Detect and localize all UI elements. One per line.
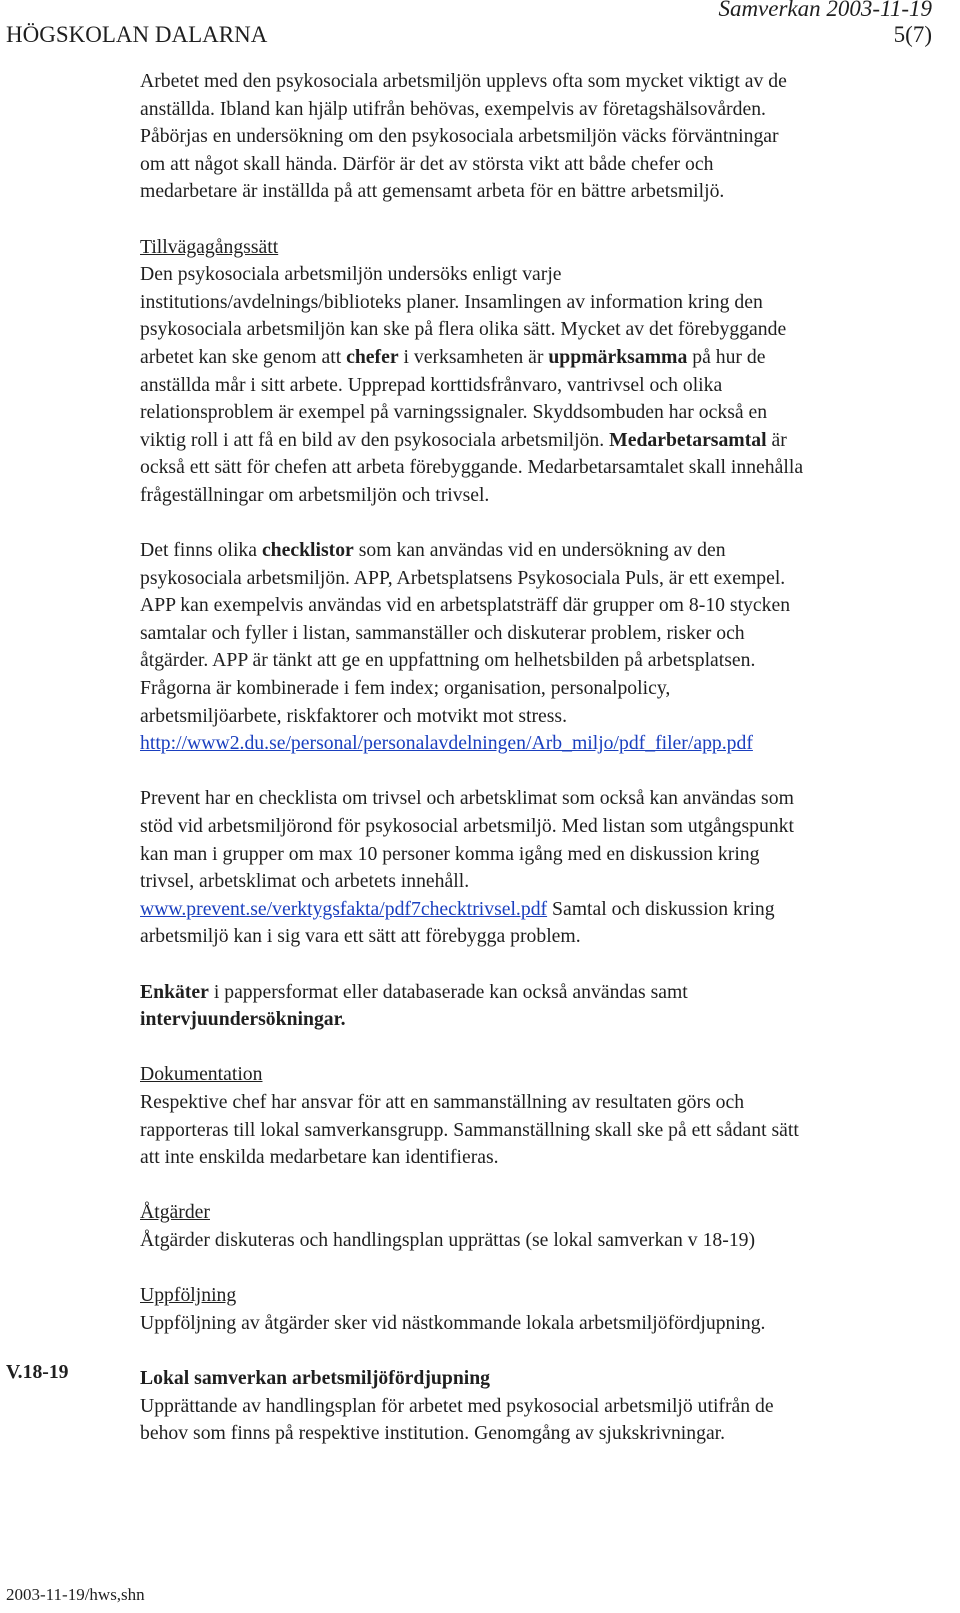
text-line: rapporteras till lokal samverkansgrupp. Sammanställning skall ske på ett sådant sätt — [140, 1118, 799, 1141]
bold-term: uppmärksamma — [548, 345, 688, 368]
bold-term: chefer — [346, 345, 399, 368]
enkater-paragraph — [140, 979, 960, 1034]
text-line: Frågorna är kombinerade i fem index; organisation, personalpolicy, — [140, 677, 671, 700]
text-line: frågeställningar om arbetsmiljön och trivsel. — [140, 483, 490, 506]
section-heading: Dokumentation — [140, 1063, 263, 1086]
text-line: stöd vid arbetsmiljörond för psykosocial arbetsmiljö. Med listan som utgångspunkt — [140, 815, 794, 838]
text-line: psykosociala arbetsmiljön. APP, Arbetsplatsens Psykosociala Puls, är ett exempel. — [140, 566, 786, 589]
intro-paragraph — [140, 68, 960, 206]
bold-term: checklistor — [261, 539, 354, 562]
section-tillvagagang — [140, 234, 960, 510]
section-uppfoljning — [140, 1282, 960, 1337]
section-heading: Uppföljning — [140, 1284, 237, 1307]
section-heading: Lokal samverkan arbetsmiljöfördjupning — [140, 1366, 491, 1389]
footer-text: 2003-11-19/hws,shn — [6, 1585, 145, 1604]
text-line: Åtgärder diskuteras och handlingsplan upprättas (se lokal samverkan v 18-19) — [140, 1228, 756, 1251]
text-line: institutions/avdelnings/biblioteks planer. Insamlingen av information kring den — [140, 290, 763, 313]
bold-term: Medarbetarsamtal — [609, 428, 767, 451]
text-line: samtalar och fyller i listan, sammanställer och diskuterar problem, risker och — [140, 621, 745, 644]
text-line: att inte enskilda medarbetare kan identifieras. — [140, 1146, 499, 1169]
prevent-paragraph — [140, 785, 960, 951]
text-line: APP kan exempelvis användas vid en arbetsplatsträff där grupper om 8-10 stycken — [140, 594, 791, 617]
text-line: Påbörjas en undersökning om den psykosociala arbetsmiljön väcks förväntningar — [140, 125, 779, 148]
text-line: Uppföljning av åtgärder sker vid nästkommande lokala arbetsmiljöfördjupning. — [140, 1311, 766, 1334]
section-dokumentation — [140, 1061, 960, 1171]
text-line: relationsproblem är exempel på varningssignaler. Skyddsombuden har också en — [140, 401, 768, 424]
text-line: arbetsmiljöarbete, riskfaktorer och motvikt mot stress. — [140, 704, 568, 727]
text-line: behov som finns på respektive institution. Genomgång av sjukskrivningar. — [140, 1422, 726, 1445]
text-line: psykosociala arbetsmiljön kan ske på flera olika sätt. Mycket av det förebyggande — [140, 318, 787, 341]
text-line: Arbetet med den psykosociala arbetsmiljön upplevs ofta som mycket viktigt av de — [140, 70, 787, 92]
header-organization: HÖGSKOLAN DALARNA — [6, 22, 268, 47]
text-line: trivsel, arbetsklimat och arbetets innehåll. — [140, 870, 470, 893]
text-line: arbetsmiljö kan i sig vara ett sätt att förebygga problem. — [140, 925, 581, 948]
text-line: Prevent har en checklista om trivsel och arbetsklimat som också kan användas som — [140, 787, 794, 810]
text-line: Respektive chef har ansvar för att en sammanställning av resultaten görs och — [140, 1090, 745, 1113]
text-line: också ett sätt för chefen att arbeta förebyggande. Medarbetarsamtalet skall innehålla — [140, 456, 804, 479]
text-line: Upprättande av handlingsplan för arbetet med psykosocial arbetsmiljö utifrån de — [140, 1394, 774, 1417]
text-line: medarbetare är inställda på att gemensamt arbeta för en bättre arbetsmiljö. — [140, 180, 725, 203]
checklistor-paragraph — [140, 537, 960, 758]
app-pdf-link[interactable]: http://www2.du.se/personal/personalavdelningen/Arb_miljo/pdf_filer/app.pdf — [140, 732, 753, 755]
text-line: anställda mår i sitt arbete. Upprepad korttidsfrånvaro, vantrivsel och olika — [140, 373, 723, 396]
section-heading: Åtgärder — [140, 1201, 210, 1224]
text-line: anställda. Ibland kan hjälp utifrån behövas, exempelvis av företagshälsovården. — [140, 97, 766, 120]
prevent-pdf-link[interactable]: www.prevent.se/verktygsfakta/pdf7checktrivsel.pdf — [140, 897, 548, 920]
text-line: Det finns olika checklistor som kan användas vid en undersökning av den — [140, 539, 726, 562]
text-line: www.prevent.se/verktygsfakta/pdf7checktrivsel.pdf Samtal och diskussion kring — [140, 897, 775, 920]
section-lokal-samverkan — [140, 1365, 960, 1448]
header-title: Samverkan 2003-11-19 — [718, 0, 932, 21]
section-heading: Tillvägagångssätt — [140, 235, 279, 258]
document-body — [140, 68, 960, 1448]
text-line: viktig roll i att få en bild av den psykosociala arbetsmiljön. Medarbetarsamtal är — [140, 428, 787, 451]
bold-term: Enkäter — [140, 980, 209, 1003]
section-number: V.18-19 — [6, 1361, 69, 1383]
text-line: åtgärder. APP är tänkt att ge en uppfattning om helhetsbilden på arbetsplatsen. — [140, 649, 756, 672]
text-line: om att något skall hända. Därför är det av största vikt att både chefer och — [140, 152, 714, 175]
text-line: kan man i grupper om max 10 personer komma igång med en diskussion kring — [140, 842, 760, 865]
text-line: Den psykosociala arbetsmiljön undersöks enligt varje — [140, 263, 562, 286]
page-number: 5(7) — [893, 22, 932, 47]
text-line: arbetet kan ske genom att chefer i verksamheten är uppmärksamma på hur de — [140, 345, 766, 368]
text-line: Enkäter i pappersformat eller databaserade kan också användas samt — [140, 980, 688, 1003]
section-atgarder — [140, 1199, 960, 1254]
bold-term: intervjuundersökningar. — [140, 1008, 346, 1031]
